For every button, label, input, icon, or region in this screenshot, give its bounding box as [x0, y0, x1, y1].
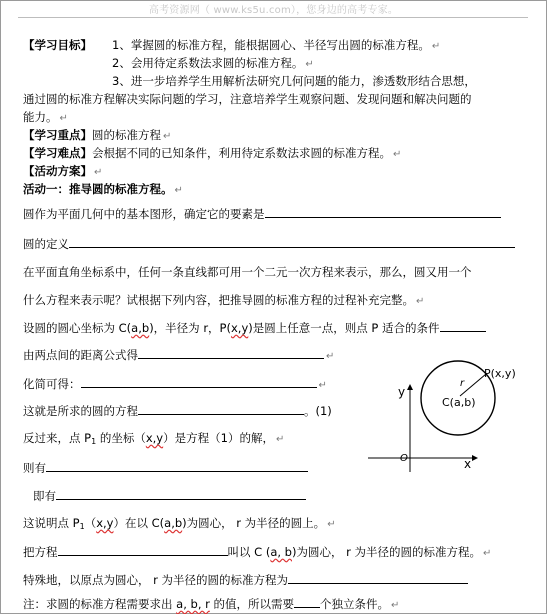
return-mark-icon: ↵	[391, 600, 400, 611]
converse-text-3: ）是方程（1）的解，	[163, 431, 274, 445]
objective-3-end	[23, 110, 68, 126]
setup-text-2: )，半径为 r，P(	[149, 321, 231, 335]
key-point	[23, 128, 171, 144]
return-mark-icon: ↵	[327, 519, 336, 530]
center-label: C(a,b)	[442, 396, 476, 409]
call-text-1: 把方程	[23, 545, 58, 559]
blank-equation[interactable]	[138, 403, 304, 415]
blank-simplify[interactable]	[81, 376, 317, 388]
blank-standard-equation[interactable]	[58, 544, 228, 556]
call-text-3: )为圆心， r 为半径的圆的标准方程。	[292, 545, 482, 559]
header-rule	[18, 17, 528, 18]
difficulty-label: 【学习难点】	[23, 146, 92, 160]
blank-definition[interactable]	[69, 236, 515, 248]
converse-text-2: 的坐标（	[96, 431, 146, 445]
line-question-2	[23, 293, 424, 309]
converse-subscript: 1	[91, 437, 97, 446]
line-elements-text: 圆作为平面几何中的基本图形，确定它的要素是	[23, 207, 265, 221]
difficulty	[23, 146, 401, 162]
setup-text-3: )是圆上任意一点，则点 P 适合的条件	[248, 321, 440, 335]
y-axis-label: y	[398, 385, 406, 399]
objective-3	[112, 74, 476, 89]
objective-3-text-cont: 通过圆的标准方程解决实际问题的学习，注意培养学生观察问题、发现问题和解决问题的	[23, 92, 472, 106]
return-mark-icon: ↵	[416, 296, 425, 307]
objective-2-text: 2、会用待定系数法求圆的标准方程。	[112, 56, 304, 70]
line-call	[23, 544, 491, 561]
return-mark-icon: ↵	[326, 351, 335, 362]
return-mark-icon: ↵	[174, 185, 183, 196]
blank-distance[interactable]	[138, 347, 324, 359]
shows-text-2: （	[84, 516, 97, 530]
line-simplify-text: 化简可得：	[23, 377, 81, 391]
blank-that-is[interactable]	[56, 488, 306, 500]
line-setup	[23, 320, 486, 336]
line-then-text: 则有	[23, 461, 46, 475]
return-mark-icon: ↵	[318, 380, 327, 391]
line-distance-text: 由两点间的距离公式得	[23, 348, 138, 362]
setup-text-1: 设圆的圆心坐标为 C(	[23, 321, 132, 335]
note-text-1: 注：求圆的标准方程需要求出	[23, 597, 177, 611]
return-mark-icon: ↵	[483, 548, 492, 559]
return-mark-icon: ↵	[275, 434, 285, 445]
line-result-text: 这就是所求的圆的方程	[23, 404, 138, 418]
line-question-2-text: 什么方程来表示呢？试根据下列内容，把推导圆的标准方程的过程补充完整。	[23, 293, 414, 307]
shows-subscript: 1	[79, 522, 85, 531]
shows-text-3: ）在以 C(	[113, 516, 165, 530]
return-mark-icon: ↵	[59, 113, 68, 124]
line-that-is	[33, 488, 306, 504]
objective-2	[112, 56, 314, 72]
setup-xy: x,y	[230, 321, 249, 335]
plan	[23, 164, 102, 180]
converse-xy: x,y	[145, 431, 164, 445]
objectives-section	[23, 38, 92, 53]
call-text-2: 叫以 C (	[227, 545, 271, 559]
y-axis-arrow-icon	[407, 384, 413, 390]
difficulty-text: 会根据不同的已知条件，利用待定系数法求圆的标准方程。	[92, 146, 391, 160]
activity-1	[23, 182, 183, 198]
shows-xy: x,y	[96, 516, 114, 530]
blank-condition-count[interactable]	[294, 596, 320, 608]
x-axis-label: x	[464, 457, 472, 471]
origin-label: O	[400, 453, 408, 464]
line-then	[23, 460, 308, 476]
line-special	[23, 572, 468, 588]
radius-label: r	[460, 378, 465, 389]
point-label: P(x,y)	[484, 367, 516, 380]
objective-3-text: 3、进一步培养学生用解析法研究几何问题的能力，渗透数形结合思想，	[112, 74, 476, 88]
line-question-1	[23, 265, 472, 280]
objective-1-text: 1、掌握圆的标准方程，能根据圆心、半径写出圆的标准方程。	[112, 38, 430, 52]
line-converse	[23, 431, 284, 449]
page-header: 高考资源网（ www.ks5u.com），您身边的高考专家。	[148, 5, 399, 16]
line-note	[23, 596, 399, 613]
note-text-3: 个独立条件。	[320, 597, 390, 611]
equation-number: 。(1)	[304, 404, 332, 418]
line-that-is-text: 即有	[33, 489, 56, 503]
blank-origin-equation[interactable]	[288, 572, 468, 584]
blank-condition[interactable]	[440, 320, 486, 332]
activity-1-label: 活动一：推导圆的标准方程。	[23, 182, 173, 196]
circle-figure	[360, 360, 540, 480]
line-shows	[23, 516, 336, 534]
line-question-1-text: 在平面直角坐标系中，任何一条直线都可用一个二元一次方程来表示，那么，圆又用一个	[23, 265, 472, 279]
objective-1	[112, 38, 440, 54]
setup-ab: a,b	[131, 321, 150, 335]
shows-ab: a,b	[164, 516, 183, 530]
objective-3-cont	[23, 92, 472, 107]
return-mark-icon: ↵	[305, 59, 314, 70]
line-simplify	[23, 376, 327, 393]
line-distance	[23, 347, 334, 364]
blank-elements[interactable]	[265, 206, 501, 218]
note-abr: a, b, r	[176, 597, 210, 611]
converse-text-1: 反过来，点 P	[23, 431, 92, 445]
x-axis-arrow-icon	[472, 455, 478, 461]
key-point-label: 【学习重点】	[23, 128, 92, 142]
line-special-text: 特殊地，以原点为圆心， r 为半径的圆的标准方程为	[23, 573, 289, 587]
objective-3-text-end: 能力。	[23, 110, 58, 124]
return-mark-icon: ↵	[431, 41, 441, 52]
key-point-text: 圆的标准方程	[92, 128, 161, 142]
shows-text-4: )为圆心， r 为半径的圆上。	[182, 516, 326, 530]
line-definition-text: 圆的定义	[23, 237, 69, 251]
blank-then[interactable]	[46, 460, 308, 472]
line-definition	[23, 236, 515, 252]
return-mark-icon: ↵	[94, 167, 103, 178]
objectives-label: 【学习目标】	[23, 38, 92, 52]
note-text-2: 的值，所以需要	[209, 597, 295, 611]
line-result	[23, 403, 332, 419]
plan-label: 【活动方案】	[23, 164, 92, 178]
return-mark-icon: ↵	[163, 131, 172, 142]
shows-text-1: 这说明点 P	[23, 516, 80, 530]
line-elements	[23, 206, 501, 222]
return-mark-icon: ↵	[393, 149, 402, 160]
call-ab: a, b	[270, 545, 292, 559]
